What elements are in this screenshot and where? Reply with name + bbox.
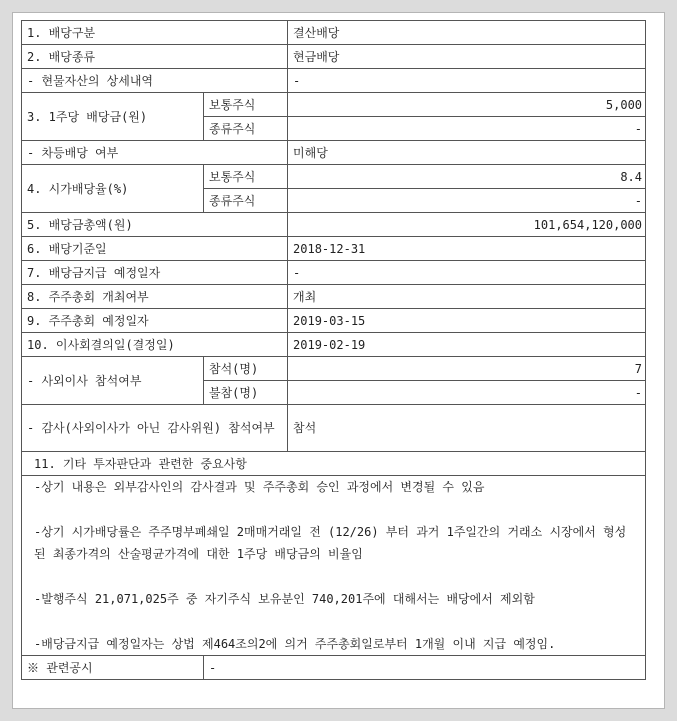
row-value: - bbox=[288, 381, 646, 405]
table-row bbox=[22, 333, 646, 357]
row-value: 참석 bbox=[288, 405, 646, 452]
note-item: -상기 시가배당률은 주주명부폐쇄일 2매매거래일 전 (12/26) 부터 과거 1주일간의 거래소 시장에서 형성된 최종가격의 산술평균가격에 대한 1주당 배당금의 비율임 bbox=[34, 525, 627, 561]
note-item: -발행주식 21,071,025주 중 자기주식 보유분인 740,201주에 대해서는 배당에서 제외함 bbox=[34, 592, 535, 606]
table-row bbox=[22, 656, 646, 680]
table-row bbox=[22, 285, 646, 309]
row-label: - 현물자산의 상세내역 bbox=[22, 69, 288, 93]
note-item: -상기 내용은 외부감사인의 감사결과 및 주주총회 승인 과정에서 변경될 수 있음 bbox=[34, 480, 485, 494]
row-value: 결산배당 bbox=[288, 21, 646, 45]
row-label: 4. 시가배당율(%) bbox=[22, 165, 204, 213]
table-row bbox=[22, 165, 646, 189]
row-sublabel: 불참(명) bbox=[204, 381, 288, 405]
row-sublabel: 참석(명) bbox=[204, 357, 288, 381]
notes-block bbox=[34, 476, 640, 655]
row-value: - bbox=[288, 117, 646, 141]
table-row bbox=[22, 69, 646, 93]
row-value: 101,654,120,000 bbox=[288, 213, 646, 237]
row-value: - bbox=[288, 69, 646, 93]
row-value: 7 bbox=[288, 357, 646, 381]
dividend-table bbox=[21, 20, 646, 680]
row-label: 1. 배당구분 bbox=[22, 21, 288, 45]
row-value: 2019-03-15 bbox=[288, 309, 646, 333]
notes-row bbox=[22, 476, 646, 656]
related-value: - bbox=[204, 656, 646, 680]
table-row bbox=[22, 405, 646, 452]
table-row bbox=[22, 141, 646, 165]
row-label: 2. 배당종류 bbox=[22, 45, 288, 69]
table-row bbox=[22, 213, 646, 237]
table-row bbox=[22, 45, 646, 69]
row-label: - 사외이사 참석여부 bbox=[22, 357, 204, 405]
row-label: 6. 배당기준일 bbox=[22, 237, 288, 261]
row-value: 미해당 bbox=[288, 141, 646, 165]
row-sublabel: 종류주식 bbox=[204, 117, 288, 141]
row-value: - bbox=[288, 261, 646, 285]
note-item: -배당금지급 예정일자는 상법 제464조의2에 의거 주주총회일로부터 1개월 이내 지급 예정임. bbox=[34, 637, 556, 651]
row-value: 5,000 bbox=[288, 93, 646, 117]
row-label: - 감사(사외이사가 아닌 감사위원) 참석여부 bbox=[22, 405, 288, 452]
related-label: ※ 관련공시 bbox=[22, 656, 204, 680]
table-row bbox=[22, 93, 646, 117]
row-label: 9. 주주총회 예정일자 bbox=[22, 309, 288, 333]
notes-cell bbox=[22, 476, 646, 656]
row-label: 10. 이사회결의일(결정일) bbox=[22, 333, 288, 357]
row-label: 11. 기타 투자판단과 관련한 중요사항 bbox=[22, 452, 646, 476]
row-label: 5. 배당금총액(원) bbox=[22, 213, 288, 237]
table-row bbox=[22, 21, 646, 45]
table-row bbox=[22, 237, 646, 261]
row-label: 3. 1주당 배당금(원) bbox=[22, 93, 204, 141]
row-sublabel: 보통주식 bbox=[204, 165, 288, 189]
row-label: - 차등배당 여부 bbox=[22, 141, 288, 165]
row-value: 개최 bbox=[288, 285, 646, 309]
table-row bbox=[22, 452, 646, 476]
row-label: 8. 주주총회 개최여부 bbox=[22, 285, 288, 309]
row-value: - bbox=[288, 189, 646, 213]
row-value: 2019-02-19 bbox=[288, 333, 646, 357]
table-row bbox=[22, 357, 646, 381]
row-sublabel: 보통주식 bbox=[204, 93, 288, 117]
row-value: 2018-12-31 bbox=[288, 237, 646, 261]
row-value: 8.4 bbox=[288, 165, 646, 189]
row-sublabel: 종류주식 bbox=[204, 189, 288, 213]
row-value: 현금배당 bbox=[288, 45, 646, 69]
table-row bbox=[22, 261, 646, 285]
row-label: 7. 배당금지급 예정일자 bbox=[22, 261, 288, 285]
table-row bbox=[22, 309, 646, 333]
